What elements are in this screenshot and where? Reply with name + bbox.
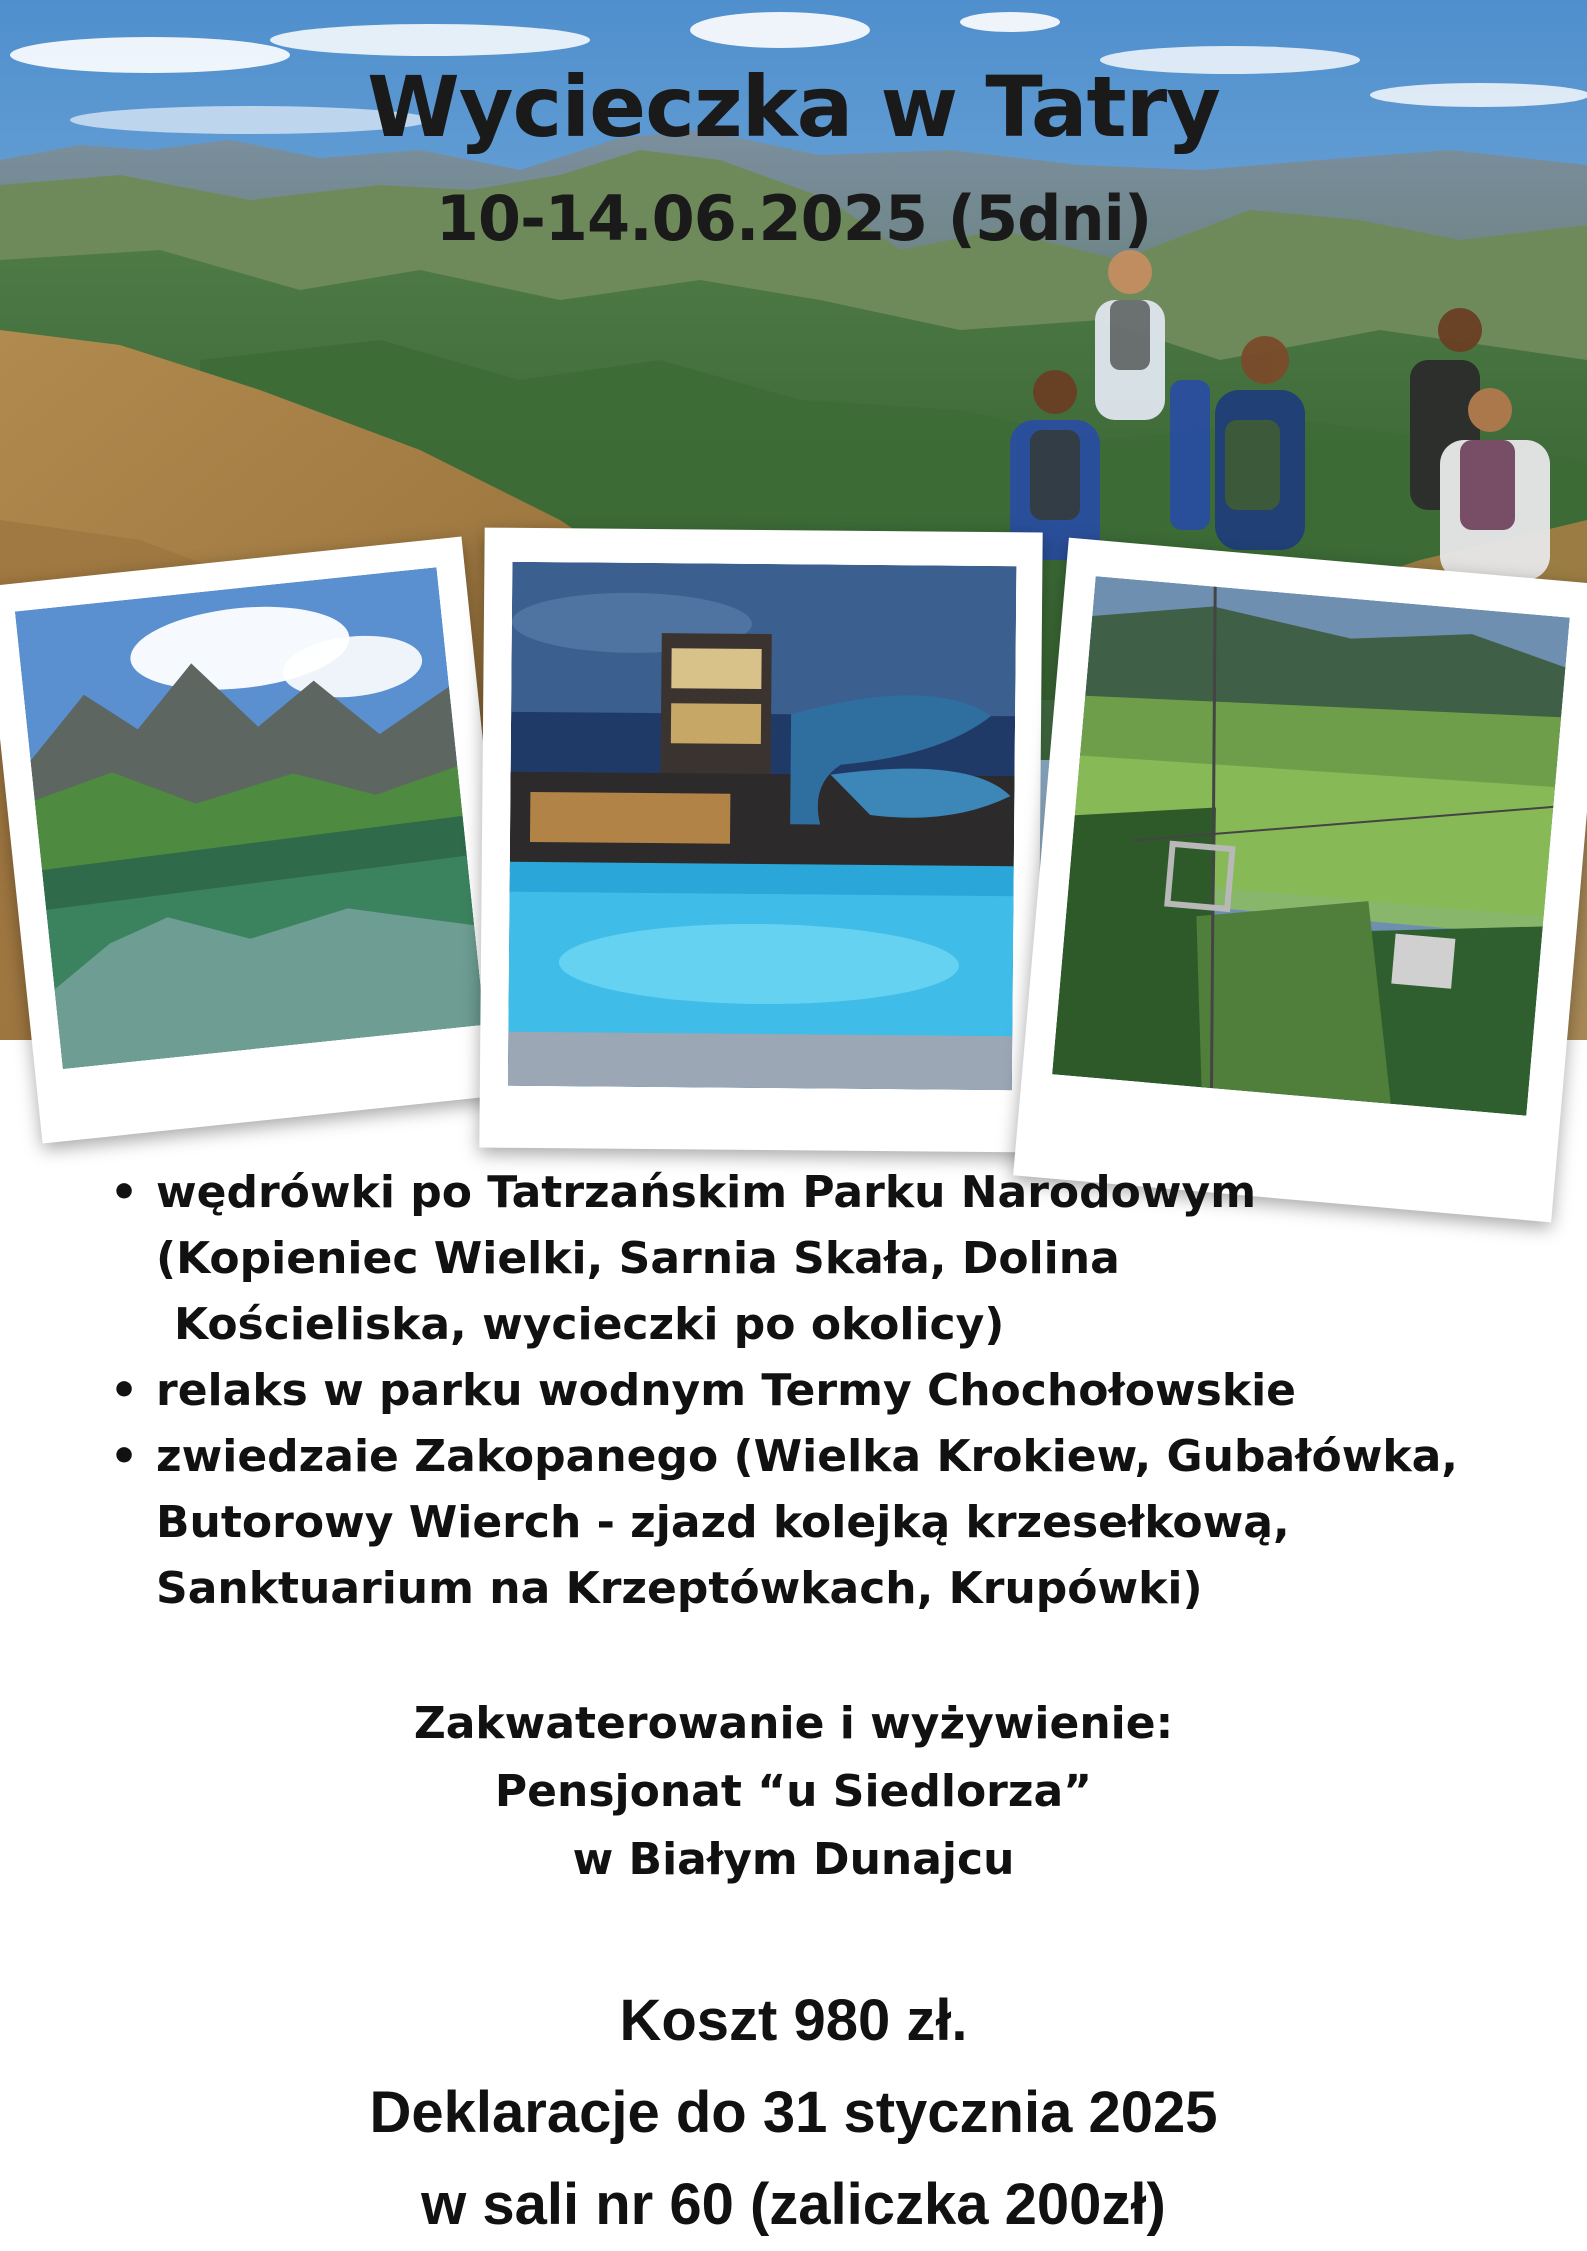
activity-line: Kościeliska, wycieczki po okolicy) (174, 1299, 1005, 1350)
aquapark-image (508, 562, 1017, 1090)
activity-line: Sanktuarium na Krzeptówkach, Krupówki) (156, 1563, 1203, 1614)
page-title: Wycieczka w Tatry (367, 58, 1220, 156)
activity-line: • wędrówki po Tatrzańskim Parku Narodowym (156, 1167, 1257, 1218)
activity-item-sightseeing (110, 1424, 1570, 1622)
declaration-deadline: Deklaracje do 31 stycznia 2025 (369, 2080, 1218, 2145)
activity-line: • relaks w parku wodnym Termy Chochołowskie (156, 1365, 1297, 1416)
accommodation-section (0, 1690, 1587, 1894)
chairlift-photo (1013, 538, 1587, 1223)
mountain-lake-photo (0, 536, 520, 1143)
activity-line: (Kopieniec Wielki, Sarnia Skała, Dolina (156, 1233, 1120, 1284)
activity-item-hiking (110, 1160, 1570, 1358)
aquapark-photo (479, 528, 1042, 1153)
accommodation-location: w Białym Dunajcu (572, 1834, 1015, 1885)
accommodation-heading: Zakwaterowanie i wyżywienie: (413, 1698, 1174, 1749)
cost-section (0, 1975, 1587, 2251)
activity-item-relax (110, 1358, 1570, 1424)
activities-list (110, 1160, 1570, 1622)
trip-dates: 10-14.06.2025 (5dni) (435, 182, 1152, 255)
deposit-info: w sali nr 60 (zaliczka 200zł) (421, 2172, 1166, 2237)
trip-price: Koszt 980 zł. (619, 1988, 968, 2053)
activity-line: • zwiedzaie Zakopanego (Wielka Krokiew, Gubałówka, (156, 1431, 1459, 1482)
accommodation-place: Pensjonat “u Siedlorza” (494, 1766, 1093, 1817)
chairlift-image (1052, 576, 1570, 1116)
activity-line: Butorowy Wierch - zjazd kolejką krzesełkową, (156, 1497, 1290, 1548)
mountain-lake-image (15, 567, 485, 1069)
